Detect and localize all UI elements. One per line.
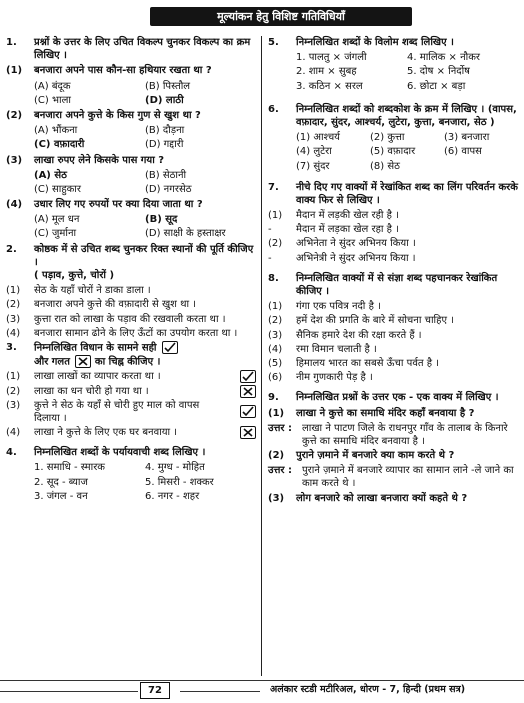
subquestion: (3) लोग बनजारे को लाखा बनजारा क्यों कहते थे ? (268, 492, 468, 504)
page-number: 72 (140, 682, 170, 699)
answer: उत्तर : लाखा ने पाटण जिले के राधनपुर गाँव के तालाब के किनारे कुत्ते का समाधि मंदिर बनवाया है । (268, 422, 508, 447)
question-9: 9. निम्नलिखित प्रश्नों के उत्तर एक - एक वाक्य में लिखिए । (268, 392, 499, 404)
question-4: 4. निम्नलिखित शब्दों के पर्यायवाची शब्द लिखिए । (6, 447, 206, 459)
list-item: (6) नीम गुणकारी पेड़ है । (268, 372, 373, 384)
synonym-pairs: 1. समाधि - स्मारक 4. मुग्ध - मोहित 2. सूद - ब्याज 5. मिसरी - शक्कर 3. जंगल - वन 6. नगर - शहर (34, 462, 214, 502)
antonym-pairs: 1. पालतु × जंगली 4. मालिक × नौकर 2. शाम × सुबह 5. दोष × निर्दोष 3. कठिन × सरल 6. छोटा × बड़ा (296, 52, 480, 92)
book-title: अलंकार स्टडी मटीरिअल, धोरण - 7, हिन्दी (प्रथम सत्र) (270, 684, 466, 695)
cross-box-icon (75, 355, 91, 368)
statement-row: (4) लाखा ने कुत्ते के लिए एक घर बनवाया । (6, 426, 256, 439)
left-column (6, 36, 256, 507)
subquestion: (4) उधार लिए गए रुपयों पर क्या दिया जाता था ? (6, 199, 203, 211)
options: (A) मूल धन (B) सूद (C) जुर्माना (D) साक्षी के हस्ताक्षर (34, 214, 226, 240)
statement-row: (3) कुत्ते ने सेठ के यहाँ से चोरी हुए माल को वापस दिलाया । (6, 399, 256, 425)
subquestion: (1) लाखा ने कुत्ते का समाधि मंदिर कहाँ बनवाया है ? (268, 407, 475, 419)
question-6: 6. निम्नलिखित शब्दों को शब्दकोश के क्रम में लिखिए । (वापस, वफ़ादार, सुंदर, आश्चर्य, लुटेरा, कुत्ता, बनजारा, सेठ ) (268, 103, 517, 128)
options: (A) भौंकना (B) दौड़ना (C) वफ़ादारी (D) गद्दारी (34, 125, 185, 151)
question-1: 1. प्रश्नों के उत्तर के लिए उचित विकल्प चुनकर विकल्प का क्रम लिखिए । (6, 37, 251, 62)
list-item: (5) हिमालय भारत का सबसे ऊँचा पर्वत है । (268, 357, 440, 369)
list-item: (1) सेठ के यहाँ चोरों ने डाका डाला । (6, 285, 151, 297)
question-3: 3. निम्नलिखित विधान के सामने सही और गलत का चिह्न कीजिए । (6, 341, 256, 368)
dictionary-order: (1) आश्चर्य (2) कुत्ता (3) बनजारा (4) लुटेरा (5) वफ़ादार (6) वापस (7) सुंदर (8) सेठ (296, 132, 490, 172)
question-5: 5. निम्नलिखित शब्दों के विलोम शब्द लिखिए । (268, 37, 454, 48)
page-footer (0, 680, 524, 700)
question-2: 2. कोष्ठक में से उचित शब्द चुनकर रिक्त स्थानों की पूर्ति कीजिए । ( पड़ाव, कुत्ते, चोरों ) (6, 243, 254, 281)
options: (A) सेठ (B) सेठानी (C) साहुकार (D) नगरसेठ (34, 169, 192, 195)
list-item: (3) कुत्ता रात को लाखा के पड़ाव की रखवाली करता था । (6, 313, 226, 325)
statement-row: (1) लाखा लाखों का व्यापार करता था । (6, 370, 256, 383)
question-7: 7. नीचे दिए गए वाक्यों में रेखांकित शब्द का लिंग परिवर्तन करके वाक्य फिर से लिखिए । (268, 181, 518, 206)
tick-mark-icon[interactable] (240, 370, 256, 383)
list-item: (1) मैदान में लड़की खेल रही है । (268, 210, 399, 222)
options: (A) बंदूक (B) पिस्तौल (C) भाला (D) लाठी (34, 80, 191, 106)
list-item: (2) हमें देश की प्रगति के बारे में सोचना चाहिए । (268, 315, 454, 327)
list-item: (4) रमा विमान चलाती है । (268, 343, 377, 355)
subquestion: (2) बनजारा अपने कुत्ते के किस गुण से खुश था ? (6, 109, 201, 121)
answer: उत्तर : पुराने ज़माने में बनजारे व्यापार का सामान लाने -ले जाने का काम करते थे । (268, 465, 514, 490)
cross-mark-icon[interactable] (240, 385, 256, 398)
cross-mark-icon[interactable] (240, 426, 256, 439)
list-item: (2) अभिनेता ने सुंदर अभिनय किया । (268, 238, 416, 250)
subquestion: (1) बनजारा अपने पास कौन-सा हथियार रखता था ? (6, 65, 212, 77)
column-divider (261, 36, 262, 676)
question-8: 8. निम्नलिखित वाक्यों में से संज्ञा शब्द पहचानकर रेखांकित कीजिए । (268, 272, 498, 297)
page-header: मूल्यांकन हेतु विशिष्ट गतिविधियाँ (150, 7, 412, 26)
list-item: (1) गंगा एक पवित्र नदी है । (268, 301, 381, 313)
tick-box-icon (162, 341, 178, 354)
subquestion: (3) लाखा रुपए लेने किसके पास गया ? (6, 154, 165, 166)
tick-mark-icon[interactable] (240, 405, 256, 418)
list-item: - अभिनेत्री ने सुंदर अभिनय किया । (268, 252, 416, 264)
subquestion: (2) पुराने ज़माने में बनजारे क्या काम करते थे ? (268, 450, 455, 462)
list-item: (3) सैनिक हमारे देश की रक्षा करते हैं । (268, 329, 422, 341)
statement-row: (2) लाखा का धन चोरी हो गया था । (6, 385, 256, 398)
list-item: (4) बनजारा सामान ढोने के लिए ऊँटों का उपयोग करता था । (6, 327, 238, 339)
right-column (268, 36, 518, 507)
list-item: - मैदान में लड़का खेल रहा है । (268, 224, 399, 236)
list-item: (2) बनजारा अपने कुत्ते की वफ़ादारी से खुश था । (6, 299, 197, 311)
